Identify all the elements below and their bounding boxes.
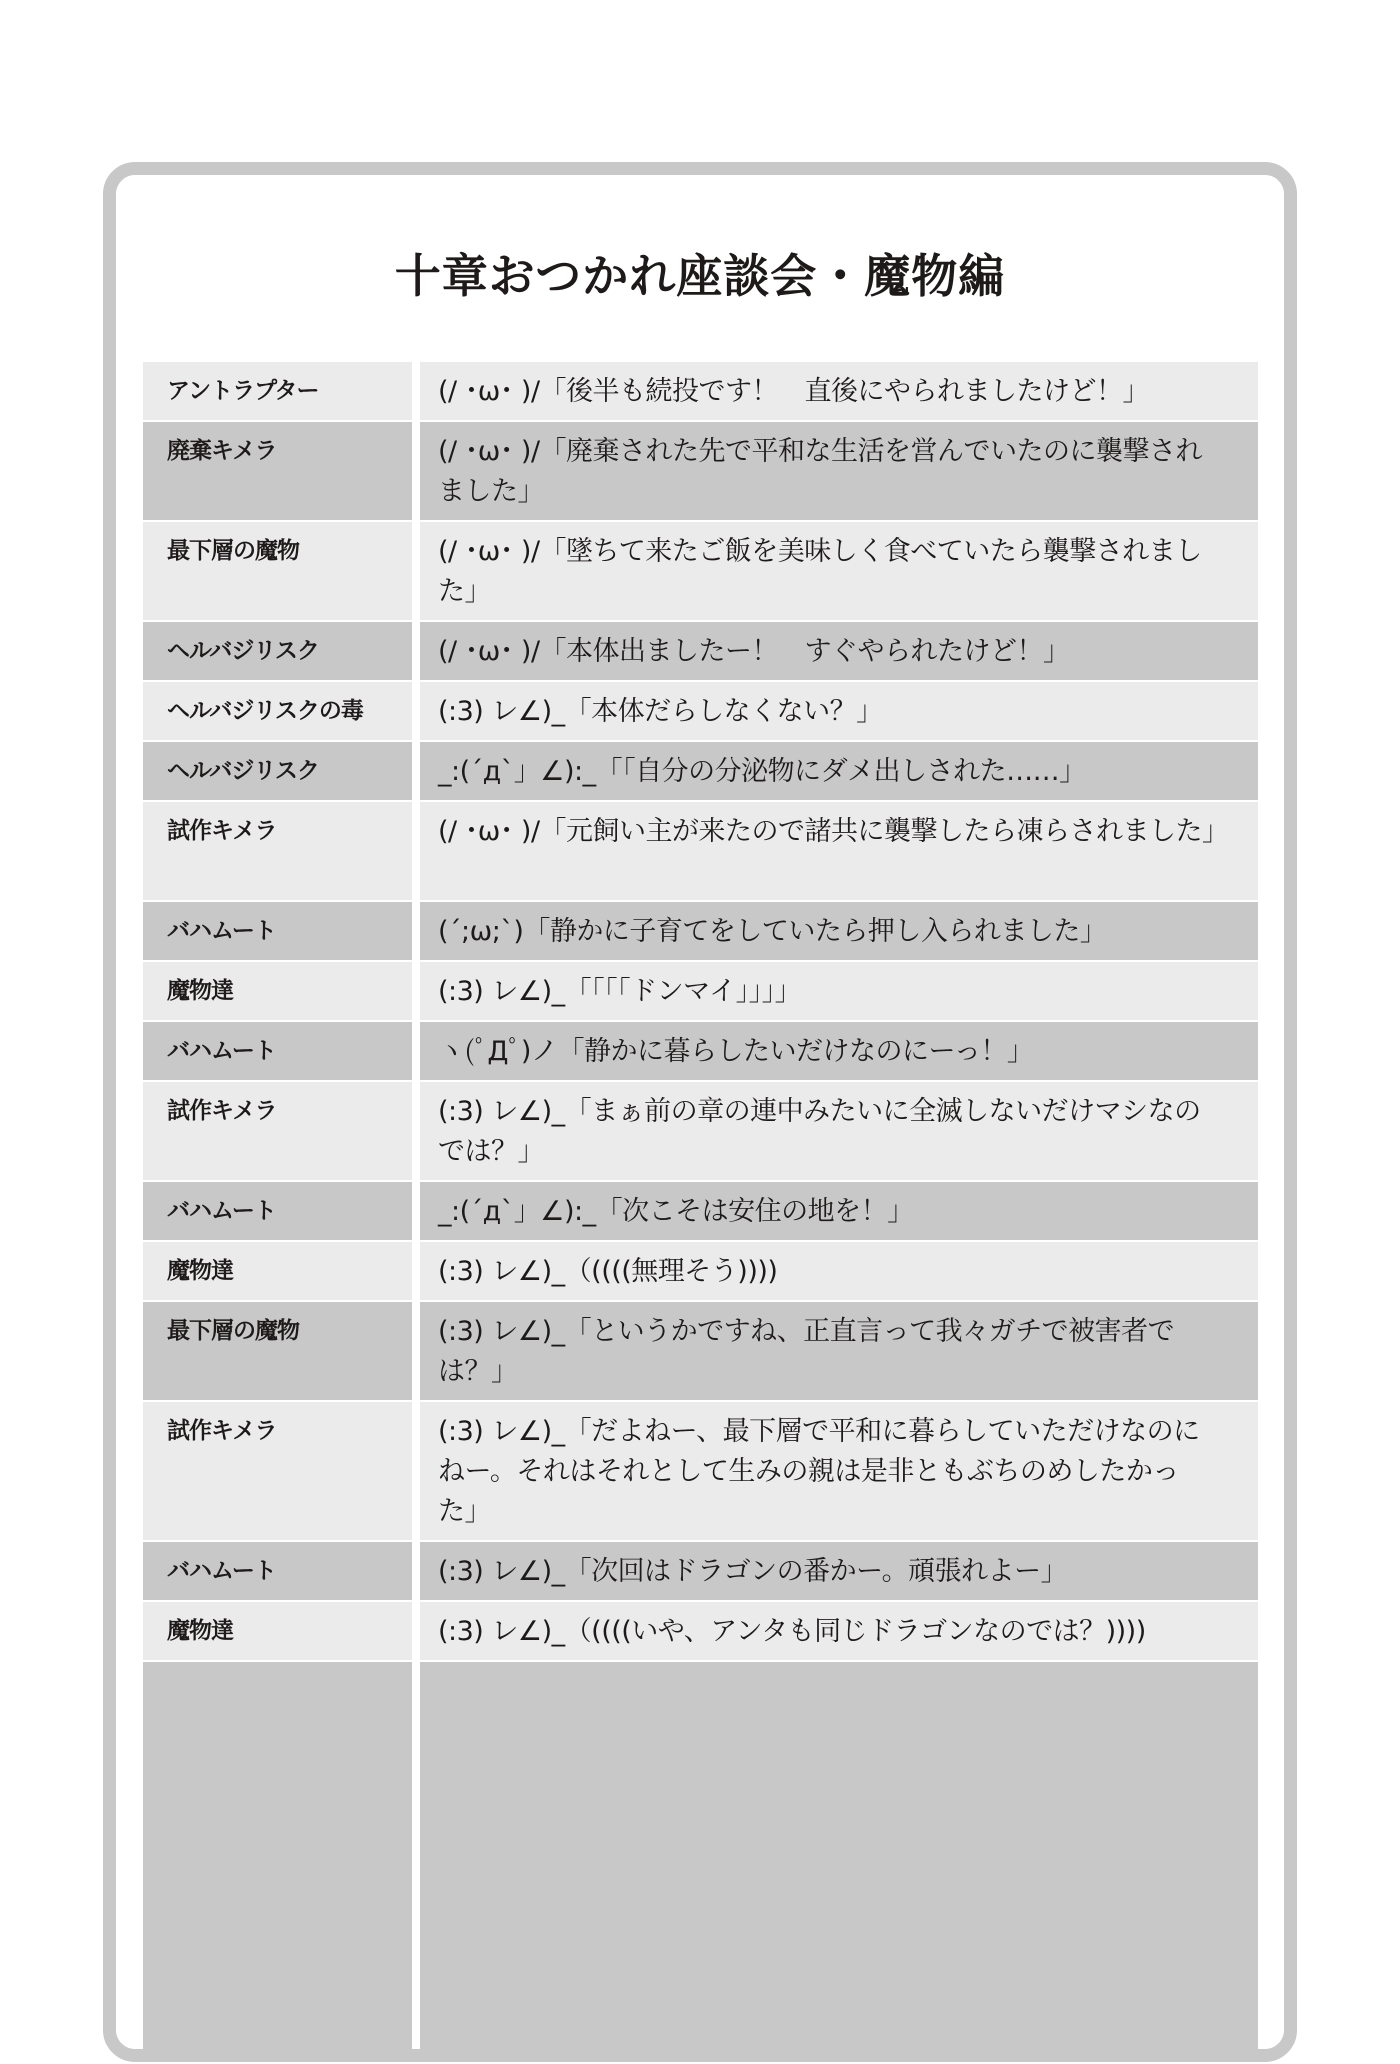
speaker-line: ヽ(ﾟДﾟ)ノ「静かに暮らしたいだけなのにーっ！」: [420, 1022, 1258, 1080]
speaker-name: バハムート: [143, 902, 412, 960]
speaker-line: _:(´д`」∠):_「次こそは安住の地を！」: [420, 1182, 1258, 1240]
speaker-line: (´;ω;`)「静かに子育てをしていたら押し入られました」: [420, 902, 1258, 960]
dialogue-row: [143, 802, 1258, 900]
dialogue-row: [143, 422, 1258, 520]
dialogue-row: [143, 1082, 1258, 1180]
speaker-name: 試作キメラ: [143, 802, 412, 900]
speaker-name: 試作キメラ: [143, 1402, 412, 1540]
speaker-name: ヘルバジリスクの毒: [143, 682, 412, 740]
speaker-name: 最下層の魔物: [143, 522, 412, 620]
empty-filler-row: [143, 1662, 1258, 2062]
speaker-line: (/ ･ω･ )/「廃棄された先で平和な生活を営んでいたのに襲撃されました」: [420, 422, 1258, 520]
speaker-line: (/ ･ω･ )/「本体出ましたー！ すぐやられたけど！」: [420, 622, 1258, 680]
dialogue-row: [143, 1402, 1258, 1540]
speaker-name: バハムート: [143, 1182, 412, 1240]
dialogue-row: [143, 362, 1258, 420]
speaker-line: (:3) レ∠)_「「「「ドンマイ」」」」: [420, 962, 1258, 1020]
speaker-line: (:3) レ∠)_「というかですね、正直言って我々ガチで被害者では？」: [420, 1302, 1258, 1400]
empty-speaker-cell: [143, 1662, 412, 2062]
speaker-name: 魔物達: [143, 1602, 412, 1660]
speaker-name: 廃棄キメラ: [143, 422, 412, 520]
speaker-line: (:3) レ∠)_「本体だらしなくない？」: [420, 682, 1258, 740]
speaker-line: (:3) レ∠)_「まぁ前の章の連中みたいに全滅しないだけマシなのでは？」: [420, 1082, 1258, 1180]
dialogue-row: [143, 522, 1258, 620]
speaker-name: ヘルバジリスク: [143, 622, 412, 680]
dialogue-row: [143, 902, 1258, 960]
speaker-name: 試作キメラ: [143, 1082, 412, 1180]
dialogue-row: [143, 1242, 1258, 1300]
dialogue-row: [143, 622, 1258, 680]
speaker-name: アントラプター: [143, 362, 412, 420]
speaker-name: 最下層の魔物: [143, 1302, 412, 1400]
speaker-line: (/ ･ω･ )/「墜ちて来たご飯を美味しく食べていたら襲撃されました」: [420, 522, 1258, 620]
speaker-name: バハムート: [143, 1022, 412, 1080]
speaker-line: (/ ･ω･ )/「元飼い主が来たので諸共に襲撃したら凍らされました」: [420, 802, 1258, 900]
speaker-line: (/ ･ω･ )/「後半も続投です！ 直後にやられましたけど！」: [420, 362, 1258, 420]
dialogue-row: [143, 1022, 1258, 1080]
dialogue-row: [143, 682, 1258, 740]
speaker-name: 魔物達: [143, 1242, 412, 1300]
speaker-name: バハムート: [143, 1542, 412, 1600]
dialogue-table: [143, 362, 1258, 2064]
speaker-line: _:(´д`」∠):_「「自分の分泌物にダメ出しされた……」: [420, 742, 1258, 800]
speaker-line: (:3) レ∠)_（((((いや、アンタも同じドラゴンなのでは？)))): [420, 1602, 1258, 1660]
speaker-name: ヘルバジリスク: [143, 742, 412, 800]
dialogue-row: [143, 1602, 1258, 1660]
dialogue-row: [143, 1302, 1258, 1400]
speaker-line: (:3) レ∠)_「次回はドラゴンの番かー。頑張れよー」: [420, 1542, 1258, 1600]
dialogue-row: [143, 962, 1258, 1020]
empty-line-cell: [420, 1662, 1258, 2062]
dialogue-row: [143, 1182, 1258, 1240]
speaker-line: (:3) レ∠)_「だよねー、最下層で平和に暮らしていただけなのにねー。それはそれとして生みの親は是非ともぶちのめしたかった」: [420, 1402, 1258, 1540]
speaker-line: (:3) レ∠)_（((((無理そう)))): [420, 1242, 1258, 1300]
dialogue-row: [143, 742, 1258, 800]
speaker-name: 魔物達: [143, 962, 412, 1020]
page-title: 十章おつかれ座談会・魔物編: [394, 249, 1006, 303]
dialogue-row: [143, 1542, 1258, 1600]
